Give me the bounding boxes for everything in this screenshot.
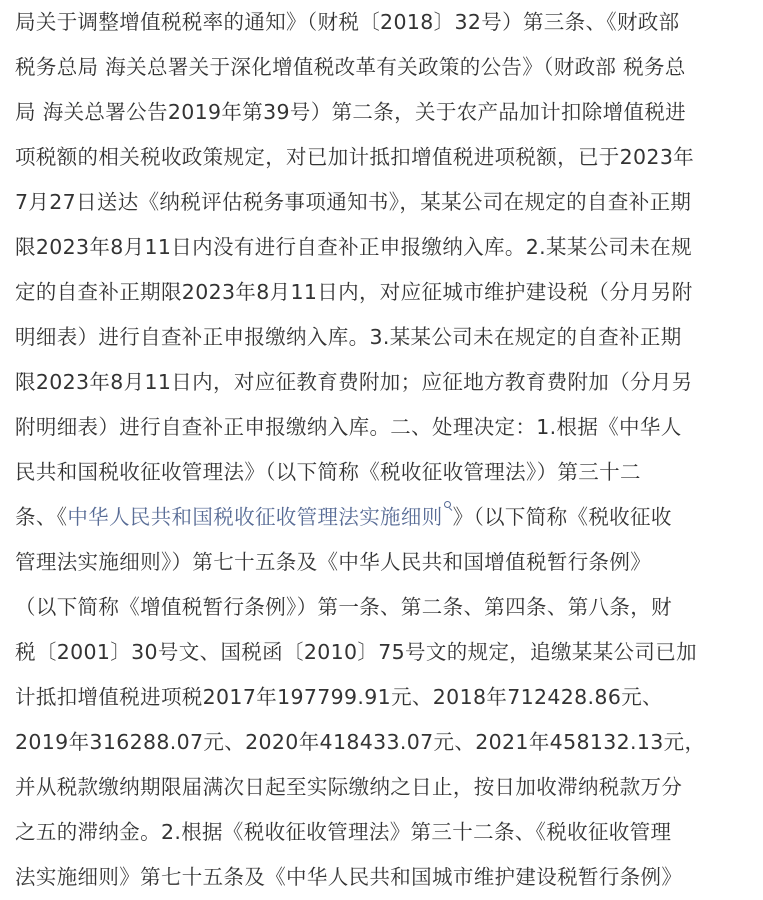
regulation-search-link[interactable] [67,505,452,529]
article-body [15,0,755,900]
text-segment: 》（以下简称《税收征收 [452,505,672,529]
text-line: 限2023年8月11日内，对应征教育费附加；应征地方教育费附加（分月另 [15,370,693,394]
text-line: 计抵扣增值税进项税2017年197799.91元、2018年712428.86元、 [15,685,663,709]
text-segment: 条、《 [15,505,68,529]
text-line: 附明细表）进行自查补正申报缴纳入库。二、处理决定：1.根据《中华人 [15,415,682,439]
text-line: 明细表）进行自查补正申报缴纳入库。3.某某公司未在规定的自查补正期 [15,325,682,349]
text-line: 2019年316288.07元、2020年418433.07元、2021年458132.13元， [15,730,706,754]
link-text[interactable]: 中华人民共和国税收征收管理法实施细则 [67,505,443,529]
text-line: 项税额的相关税收政策规定，对已加计抵扣增值税进项税额，已于2023年 [15,145,695,169]
text-line: （以下简称《增值税暂行条例》）第一条、第二条、第四条、第八条，财 [15,595,672,619]
text-line: 局 海关总署公告2019年第39号）第二条，关于农产品加计扣除增值税进 [15,100,687,124]
text-line: 并从税款缴纳期限届满次日起至实际缴纳之日止，按日加收滞纳税款万分 [15,775,683,799]
text-line: 7月27日送达《纳税评估税务事项通知书》，某某公司在规定的自查补正期 [15,190,692,214]
text-line: 民共和国税收征收管理法》（以下简称《税收征收管理法》）第三十二 [15,460,641,484]
text-line: 税〔2001〕30号文、国税函〔2010〕75号文的规定，追缴某某公司已加 [15,640,697,664]
text-line: 管理法实施细则》）第七十五条及《中华人民共和国增值税暂行条例》 [15,550,652,574]
text-line: 之五的滞纳金。2.根据《税收征收管理法》第三十二条、《税收征收管理 [15,820,672,844]
search-icon[interactable] [444,501,453,513]
text-line-with-link [15,495,755,540]
text-line: 税务总局 海关总署关于深化增值税改革有关政策的公告》（财政部 税务总 [15,55,686,79]
text-line: 定的自查补正期限2023年8月11日内，对应征城市维护建设税（分月另附 [15,280,693,304]
text-line: 法实施细则》第七十五条及《中华人民共和国城市维护建设税暂行条例》 [15,865,683,889]
text-line: 局关于调整增值税税率的通知》（财税〔2018〕32号）第三条、《财政部 [15,10,680,34]
text-line: 限2023年8月11日内没有进行自查补正申报缴纳入库。2.某某公司未在规 [15,235,692,259]
